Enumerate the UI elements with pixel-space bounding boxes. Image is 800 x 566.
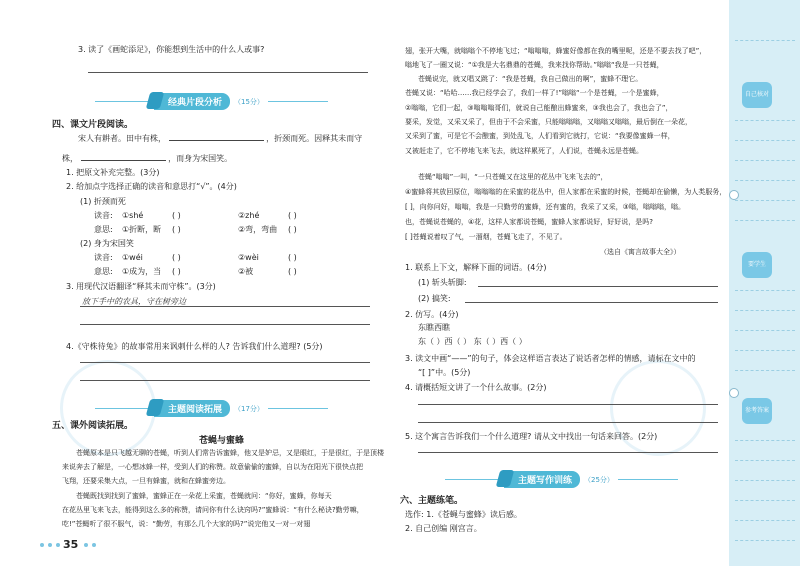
decor-dot [48, 543, 52, 547]
sidebar-rule [735, 350, 795, 351]
answer-paren[interactable]: ( ) [288, 267, 297, 276]
sidebar-rule [735, 40, 795, 41]
right-question-2: 2. 仿写。(4分) [405, 310, 459, 319]
binding-hole-icon [729, 190, 739, 200]
banner-line [618, 479, 678, 480]
item-2-mean-b: ②被 [238, 267, 254, 276]
story-continued: 又采到了蜜，可是它不会酿蜜，到处乱飞，人们看到它就打，它说：“我要像蜜蜂一样， [405, 132, 675, 140]
right-question-5: 5. 这个寓言告诉我们一个什么道理? 请从文中找出一句话来回答。(2分) [405, 432, 658, 441]
story-continued: [ ]苍蝇说着叹了气，一溜烟，苍蝇飞走了，不见了。 [405, 233, 567, 241]
question-3: 3. 读了《画蛇添足》，你能想到生活中的什么人或事? [78, 45, 265, 54]
answer-line[interactable] [418, 422, 718, 423]
banner-score: （15分） [234, 97, 264, 106]
example-word: 东瞧西瞧 [418, 323, 450, 332]
answer-paren[interactable]: ( ) [288, 211, 297, 220]
item-2-label: (2) 身为宋国笑 [80, 239, 134, 248]
story-continued: 又被赶走了，它不停地飞来飞去，就这样累死了，人们说，苍蝇永远是苍蝇。 [405, 147, 643, 155]
answer-paren[interactable]: ( ) [288, 225, 297, 234]
sidebar-rule [735, 540, 795, 541]
sidebar-tag[interactable]: 自己核对 [742, 82, 772, 108]
passage-text: 宋人有耕者。田中有株， [78, 134, 166, 143]
sidebar-tag[interactable]: 要学生 [742, 252, 772, 278]
imitation-blanks[interactable]: 东（ ）西（ ） 东（ ）西（ ） [418, 337, 527, 346]
binding-hole-icon [729, 388, 739, 398]
right-question-1-1: (1) 斩头斩脚: [418, 278, 467, 287]
story-paragraph: 吃!”苍蝇听了很不服气，说：“勤劳，有那么几个大家的吗?”说完他又一对一对翅 [62, 520, 311, 528]
answer-line[interactable] [80, 362, 370, 363]
story-continued: 翅，张开大嘴，就嗡嗡个不停地飞过；“嗡嗡嗡，蜂蜜好像都在我的嘴里呢，还是不要去找了吧”， [405, 47, 707, 55]
item-2-read-a: ①wéi [122, 253, 143, 262]
story-paragraph: 飞翔，还要采集大点，一旦有蜂蜜，就和在蜂蜜旁边。 [62, 477, 230, 485]
banner-line [95, 101, 150, 102]
decor-dot [40, 543, 44, 547]
item-2-mean-label: 意思: [94, 267, 113, 276]
passage-text: ，而身为宋国笑。 [168, 154, 233, 163]
banner-label: 主题写作训练 [504, 471, 580, 488]
story-title: 苍蝇与蜜蜂 [199, 436, 245, 446]
story-continued: 苍蝇又说：“哈哈……我已经学会了，我们一样了!”嗡嗡“一个是苍蝇，一个是蜜蜂， [405, 89, 664, 97]
passage-text: ，折颈而死。因释其未而守 [266, 134, 363, 143]
answer-line[interactable] [478, 286, 718, 287]
right-question-1: 1. 联系上下文，解释下面的词语。(4分) [405, 263, 547, 272]
question-4-2: 2. 给加点字选择正确的读音和意思打“√”。(4分) [66, 182, 237, 191]
sidebar-rule [735, 290, 795, 291]
answer-paren[interactable]: ( ) [172, 211, 181, 220]
passage-line-2 [62, 152, 232, 166]
sidebar-rule [735, 460, 795, 461]
right-question-1-2: (2) 搞笑: [418, 294, 451, 303]
sidebar-rule [735, 180, 795, 181]
answer-line[interactable] [418, 452, 718, 453]
item-2-read-b: ②wèi [238, 253, 259, 262]
answer-paren[interactable]: ( ) [172, 225, 181, 234]
banner-line [445, 479, 500, 480]
banner-classic [95, 93, 328, 110]
item-1-mean-label: 意思: [94, 225, 113, 234]
passage-line-1 [78, 132, 362, 146]
sidebar-rule [735, 500, 795, 501]
story-continued: 也，苍蝇说苍蝇的，④花，这样人家都说苍蝇，蜜蜂人家都说好，好好说，是吗? [405, 218, 653, 226]
sidebar-rule [735, 220, 795, 221]
decor-dot [92, 543, 96, 547]
writing-task-1: 选作: 1.《苍蝇与蜜蜂》读后感。 [405, 510, 522, 519]
blank[interactable] [81, 160, 166, 161]
section-5-heading: 五、课外阅读拓展。 [52, 421, 134, 431]
sidebar-tag[interactable]: 参考答案 [742, 398, 772, 424]
decor-dot [56, 543, 60, 547]
page-number: 35 [63, 538, 79, 551]
sidebar-rule [735, 440, 795, 441]
item-1-mean-a: ①折断，断 [122, 225, 162, 234]
blank[interactable] [169, 140, 264, 141]
sidebar-rule [735, 480, 795, 481]
right-question-4: 4. 请概括短文讲了一个什么故事。(2分) [405, 383, 547, 392]
story-source: （选自《寓言故事大全》） [600, 248, 681, 256]
answer-paren[interactable]: ( ) [172, 253, 181, 262]
item-1-read-label: 读音: [94, 211, 113, 220]
answer-line[interactable] [465, 302, 718, 303]
banner-theme [95, 400, 328, 417]
banner-line [95, 408, 150, 409]
writing-task-2: 2. 自己创编 刚宫言。 [405, 524, 482, 533]
item-2-mean-a: ①成为，当 [122, 267, 162, 276]
story-paragraph: 苍蝇既找到找到了蜜蜂，蜜蜂正在一朵花上采蜜，苍蝇就问：“你好，蜜蜂，你每天 [76, 492, 332, 500]
sidebar-rule [735, 520, 795, 521]
story-continued: 嗡地飞了一圈又说：“①我是大名鼎鼎的苍蝇，我来找你帮助。”嗡嗡“我是一只苍蝇， [405, 61, 664, 69]
story-continued: [ ]，向你问好，嗡嗡，我是一只勤劳的蜜蜂，还有蜜的，我采了又采，③嗡，嗡嗡嗡，嗡。 [405, 203, 685, 211]
banner-score: （25分） [584, 475, 614, 484]
answer-line[interactable] [418, 404, 718, 405]
right-question-3-cont: “[ ]”中。(5分) [418, 368, 471, 377]
item-1-label: (1) 折颈而死 [80, 197, 126, 206]
item-1-read-a: ①shé [122, 211, 144, 220]
sidebar-rule [735, 310, 795, 311]
banner-line [268, 101, 328, 102]
answer-paren[interactable]: ( ) [172, 267, 181, 276]
banner-label: 经典片段分析 [154, 93, 230, 110]
sidebar-rule [735, 140, 795, 141]
sidebar-rule [735, 330, 795, 331]
story-continued: 苍蝇“嗡嗡”一叫，“一只苍蝇又在这里的花丛中飞来飞去的”， [418, 173, 608, 181]
story-paragraph: 在花丛里飞来飞去，能得到这么多的称赞，请问你有什么诀窍吗?”蜜蜂说：“有什么秘诀?勤劳嘛， [62, 506, 364, 514]
section-4-heading: 四、课文片段阅读。 [52, 120, 134, 130]
sidebar-rule [735, 160, 795, 161]
handwritten-answer: 放下手中的农具，守在树旁边 [82, 297, 186, 306]
section-6-heading: 六、主题练笔。 [400, 496, 464, 506]
question-4-3: 3. 用现代汉语翻译“释其未而守株”。(3分) [66, 282, 216, 291]
answer-line[interactable] [80, 324, 370, 325]
story-continued: 要采，发觉，又采又采了，但由于不会采蜜，只能嗡嗡嗡，又嗡嗡又嗡嗡，最后倒在一朵花， [405, 118, 692, 126]
sidebar-rule [735, 200, 795, 201]
sidebar-rule [735, 370, 795, 371]
story-paragraph: 苍蝇原本是只飞越无聊的苍蝇，听到人们常告诉蜜蜂，他又是妒忌，又是眼红，于是很红，于是顶楼 [76, 449, 384, 457]
item-1-mean-b: ②弯，弯曲 [238, 225, 278, 234]
banner-write [445, 471, 678, 488]
question-4-4: 4.《守株待兔》的故事常用来讽刺什么样的人? 告诉我们什么道理? (5分) [66, 342, 323, 351]
story-continued: ②嗡嗡，它们一起，③嗡嗡嗡哥们，就说自己能酿出蜂蜜来，③我也会了，我也会了”， [405, 104, 673, 112]
story-continued: ④蜜蜂将其放回原位，嗡嗡嗡的在采蜜的花丛中，但人家都在采蜜的时候，苍蝇却在偷懒，为人类服务， [405, 188, 727, 196]
story-paragraph: 来说奔去了解是，一心想冰蜂一样，受到人们的称赞。故意偷偷的蜜蜂，自以为在阳光下很快点把 [62, 463, 363, 471]
answer-paren[interactable]: ( ) [288, 253, 297, 262]
answer-line[interactable] [80, 306, 370, 307]
answer-line[interactable] [88, 72, 368, 73]
decor-dot [84, 543, 88, 547]
banner-label: 主题阅读拓展 [154, 400, 230, 417]
sidebar-rule [735, 120, 795, 121]
item-1-read-b: ②zhé [238, 211, 260, 220]
banner-line [268, 408, 328, 409]
item-2-read-label: 读音: [94, 253, 113, 262]
right-question-3: 3. 读文中画“——”的句子，体会这样语言表达了说话者怎样的情感，请标在文中的 [405, 354, 696, 363]
question-4-1: 1. 把原文补充完整。(3分) [66, 168, 160, 177]
story-continued: 苍蝇说完，就又唱又跳了：“我是苍蝇，我自己做出的啊”，蜜蜂不理它。 [418, 75, 643, 83]
banner-score: （17分） [234, 404, 264, 413]
answer-line[interactable] [80, 380, 370, 381]
passage-text: 株， [62, 154, 78, 163]
